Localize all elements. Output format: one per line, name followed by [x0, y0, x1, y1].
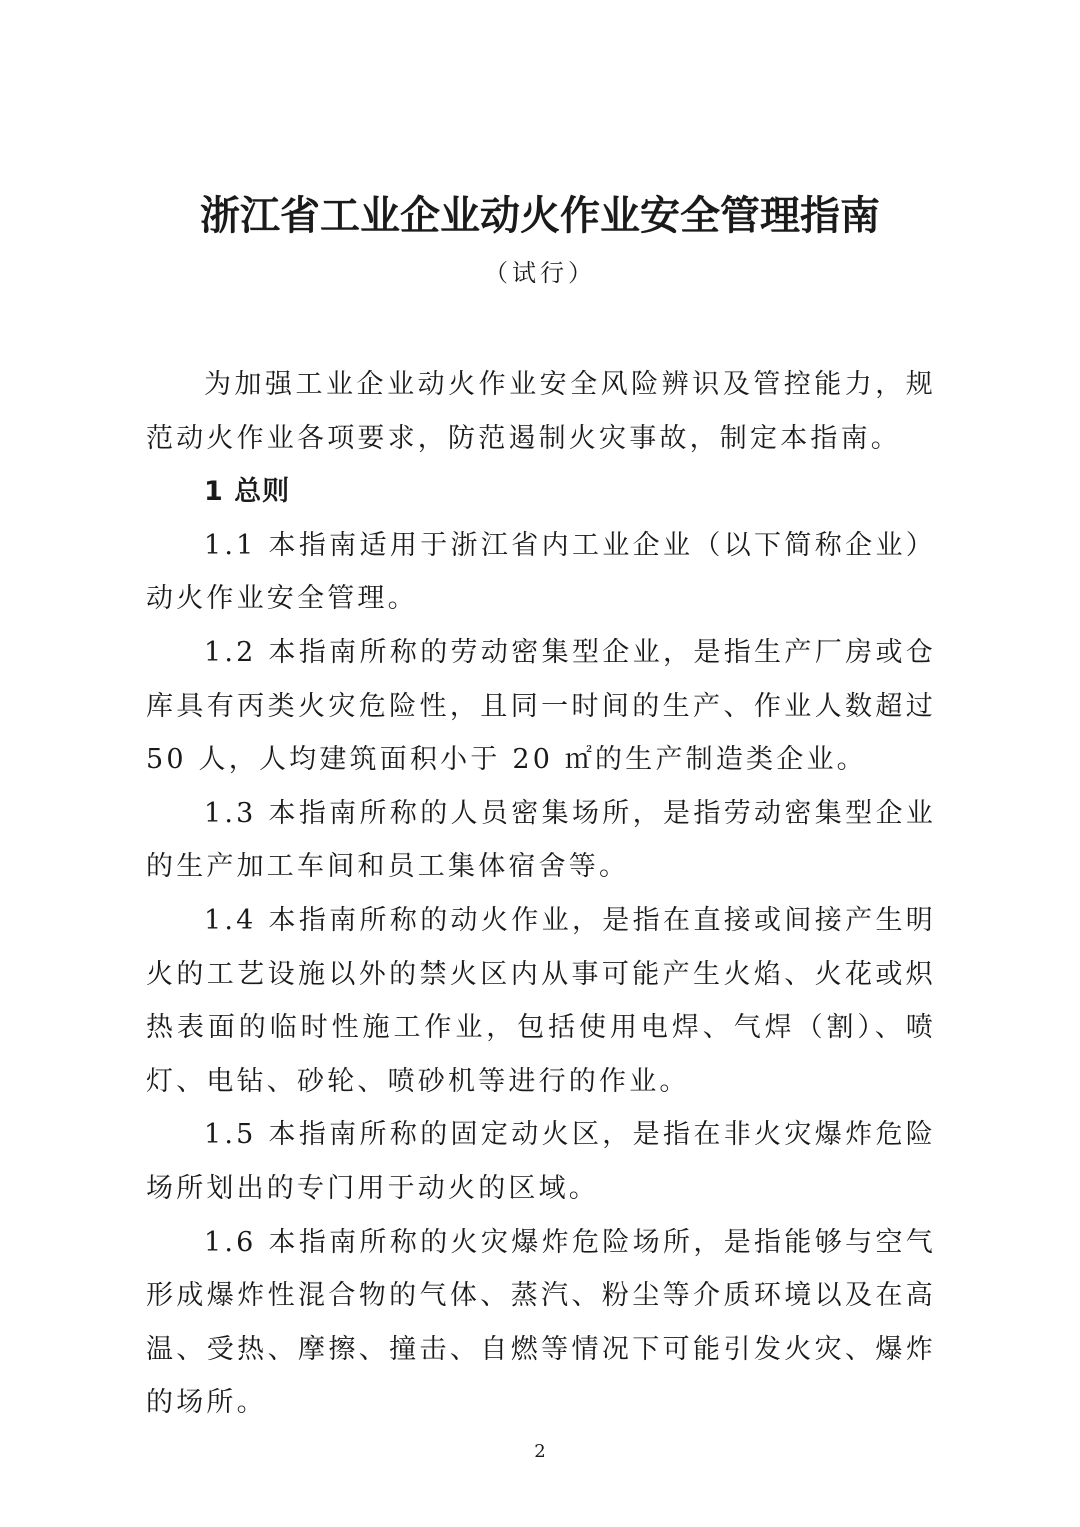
clause-1-4: 1.4 本指南所称的动火作业，是指在直接或间接产生明火的工艺设施以外的禁火区内从事可能产生火焰、火花或炽热表面的临时性施工作业，包括使用电焊、气焊（割）、喷灯、电钻、砂轮、喷砂机等进行的作业。 — [146, 904, 936, 1097]
document-subtitle: （试行） — [484, 259, 596, 287]
clause-1-5: 1.5 本指南所称的固定动火区，是指在非火灾爆炸危险场所划出的专门用于动火的区域。 — [146, 1119, 936, 1204]
page-number: 2 — [534, 1441, 546, 1462]
document-body — [146, 358, 936, 1430]
document-title: 浙江省工业企业动火作业安全管理指南 — [200, 193, 880, 239]
clause-1-3: 1.3 本指南所称的人员密集场所，是指劳动密集型企业的生产加工车间和员工集体宿舍等。 — [146, 797, 936, 883]
intro-paragraph: 为加强工业企业动火作业安全风险辨识及管控能力，规范动火作业各项要求，防范遏制火灾事故，制定本指南。 — [146, 369, 936, 454]
clause-1-2: 1.2 本指南所称的劳动密集型企业，是指生产厂房或仓库具有丙类火灾危险性，且同一时间的生产、作业人数超过 50 人，人均建筑面积小于 20 ㎡的生产制造类企业。 — [146, 636, 936, 776]
section-heading-general: 1 总则 — [204, 476, 291, 508]
clause-1-6: 1.6 本指南所称的火灾爆炸危险场所，是指能够与空气形成爆炸性混合物的气体、蒸汽、粉尘等介质环境以及在高温、受热、摩擦、撞击、自燃等情况下可能引发火灾、爆炸的场所。 — [146, 1226, 936, 1419]
clause-1-1: 1.1 本指南适用于浙江省内工业企业（以下简称企业）动火作业安全管理。 — [146, 529, 936, 615]
